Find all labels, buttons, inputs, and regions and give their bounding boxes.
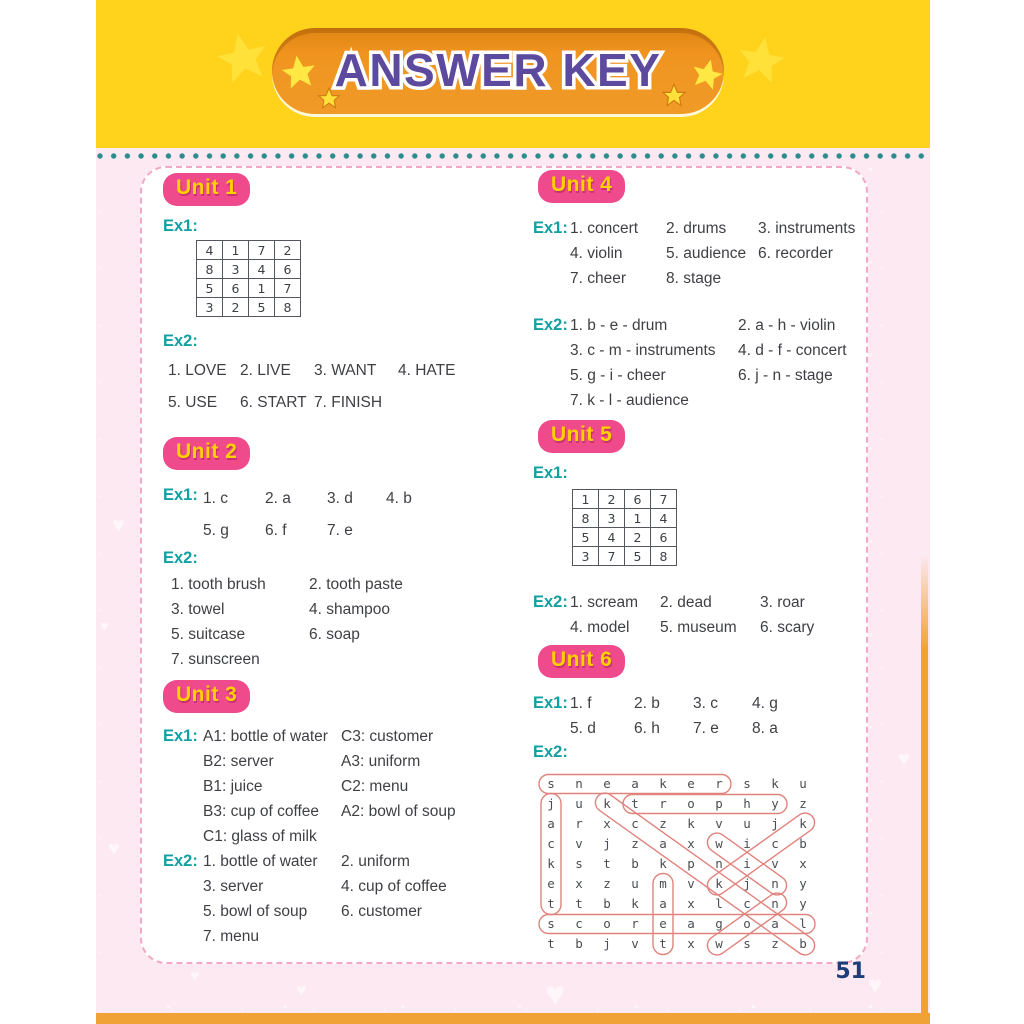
grid-cell: 7 <box>249 241 275 260</box>
word-search-letter: u <box>743 816 751 832</box>
word-search-letter: t <box>659 936 667 952</box>
word-search-letter: o <box>687 796 695 812</box>
grid-cell: 1 <box>249 279 275 298</box>
grid-cell: 8 <box>275 298 301 317</box>
heart-icon: ♥ <box>545 975 566 1013</box>
heart-icon: ♥ <box>100 618 109 635</box>
grid-cell: 2 <box>599 490 625 509</box>
unit-4-section <box>533 170 873 413</box>
grid-cell: 3 <box>197 298 223 317</box>
word-search-letter: t <box>547 936 555 952</box>
answer-item: 6. scary <box>760 619 815 636</box>
page-frame-bottom <box>96 1013 930 1024</box>
unit-6-section <box>533 645 873 965</box>
unit-3-ex2-answers <box>203 849 447 949</box>
answer-row <box>570 590 814 615</box>
grid-cell: 4 <box>249 260 275 279</box>
answer-item: 4. model <box>570 619 630 636</box>
grid-cell: 1 <box>223 241 249 260</box>
ex1-label: Ex1: <box>163 486 198 504</box>
word-search-letter: x <box>799 856 807 872</box>
grid-cell: 4 <box>197 241 223 260</box>
word-search-letter: p <box>687 856 695 872</box>
word-search-letter: v <box>575 836 583 852</box>
grid-row <box>573 528 677 547</box>
page-frame-right <box>921 555 928 1013</box>
word-search-letter: c <box>743 896 751 912</box>
grid-cell: 5 <box>249 298 275 317</box>
grid-cell: 2 <box>275 241 301 260</box>
word-search-letter: y <box>799 896 807 912</box>
answer-item: 3. d <box>327 490 353 507</box>
answer-item: 2. b <box>634 695 660 712</box>
word-search-letter: s <box>575 856 583 872</box>
page-number: 51 <box>835 959 866 984</box>
answer-row <box>570 313 847 338</box>
grid-cell: 6 <box>223 279 249 298</box>
answer-item: 5. museum <box>660 619 737 636</box>
unit-5-number-grid <box>572 489 677 566</box>
answer-row <box>570 338 847 363</box>
unit-3-section <box>163 680 513 949</box>
word-search-letter: c <box>575 916 583 932</box>
unit-4-ex1-answers <box>570 216 855 291</box>
unit-3-ex2 <box>163 849 513 949</box>
answer-row <box>203 824 456 849</box>
answer-row <box>570 615 814 640</box>
word-search-letter: u <box>575 796 583 812</box>
word-search-letter: j <box>547 796 555 812</box>
word-search-letter: l <box>715 896 723 912</box>
answer-item: 6. f <box>265 522 287 539</box>
unit-3-ex1 <box>163 724 513 849</box>
word-search-letter: k <box>631 896 639 912</box>
answer-item: 4. shampoo <box>309 601 390 618</box>
word-search-letter: n <box>771 896 779 912</box>
word-search-letter: a <box>771 916 779 932</box>
ex2-label: Ex2: <box>533 743 568 761</box>
grid-cell: 4 <box>599 528 625 547</box>
answer-row <box>570 691 778 716</box>
word-search-letter: k <box>715 876 723 892</box>
word-search-letter: y <box>799 876 807 892</box>
unit-1-number-grid <box>196 240 301 317</box>
word-search-letter: h <box>743 796 751 812</box>
word-search-letter: z <box>631 836 639 852</box>
grid-cell: 5 <box>625 547 651 566</box>
unit-2-ex1 <box>163 483 513 547</box>
answer-item: 1. bottle of water <box>203 853 318 870</box>
word-search-letter: t <box>547 896 555 912</box>
answer-row <box>570 716 778 741</box>
word-search-letter: a <box>659 896 667 912</box>
grid-cell: 5 <box>197 279 223 298</box>
answer-row <box>203 924 447 949</box>
answer-item: 2. a <box>265 490 291 507</box>
word-search-letter: j <box>771 816 779 832</box>
grid-cell: 8 <box>651 547 677 566</box>
answer-item: A2: bowl of soup <box>341 803 456 820</box>
unit-1-section <box>163 173 513 419</box>
grid-cell: 1 <box>625 509 651 528</box>
heart-icon: ♥ <box>108 838 120 860</box>
answer-item: 2. uniform <box>341 853 410 870</box>
word-search-letter: r <box>575 816 583 832</box>
word-search-letter: v <box>715 816 723 832</box>
star-icon <box>212 28 274 90</box>
word-search-letter: z <box>799 796 807 812</box>
page-title-text: ANSWER KEY <box>334 44 662 96</box>
answer-item: 6. soap <box>309 626 360 643</box>
answer-item: B3: cup of coffee <box>203 803 320 820</box>
word-search-letter: x <box>687 936 695 952</box>
answer-item: 7. FINISH <box>314 394 383 411</box>
grid-cell: 4 <box>651 509 677 528</box>
word-search-letter: r <box>715 776 723 792</box>
answer-item: 1. scream <box>570 594 639 611</box>
ex1-label: Ex1: <box>533 219 568 237</box>
unit-1-badge: Unit 1 <box>163 173 250 206</box>
answer-item: 6. customer <box>341 903 422 920</box>
answer-item: 4. HATE <box>398 362 456 379</box>
answer-item: 5. suitcase <box>171 626 246 643</box>
word-search-letter: j <box>743 876 751 892</box>
word-search-letter: a <box>659 836 667 852</box>
word-search-letter: a <box>687 916 695 932</box>
word-search-letter: c <box>547 836 555 852</box>
answer-item: 3. c - m - instruments <box>570 342 716 359</box>
unit-4-ex2-answers <box>570 313 847 413</box>
answer-item: B1: juice <box>203 778 263 795</box>
word-search-letter: b <box>603 896 611 912</box>
answer-item: 7. k - l - audience <box>570 392 689 409</box>
answer-item: 4. d - f - concert <box>738 342 847 359</box>
answer-item: 4. cup of coffee <box>341 878 447 895</box>
word-search-letter: z <box>659 816 667 832</box>
word-search-letter: b <box>799 836 807 852</box>
heart-icon: ♥ <box>296 980 307 1000</box>
answer-row <box>203 515 412 547</box>
word-search-letter: k <box>771 776 779 792</box>
word-search-letter: n <box>771 876 779 892</box>
answer-row <box>570 266 855 291</box>
heart-icon: ♥ <box>898 748 910 770</box>
word-search-letter: t <box>631 796 639 812</box>
grid-cell: 6 <box>275 260 301 279</box>
answer-row <box>570 388 847 413</box>
word-search-letter: v <box>687 876 695 892</box>
grid-cell: 3 <box>223 260 249 279</box>
answer-row <box>203 483 412 515</box>
unit-5-ex2-answers <box>570 590 814 640</box>
word-search-letter: t <box>603 856 611 872</box>
heart-icon: ♥ <box>868 972 883 999</box>
answer-row <box>570 363 847 388</box>
word-search-letter: b <box>799 936 807 952</box>
grid-cell: 7 <box>275 279 301 298</box>
answer-item: 7. sunscreen <box>171 651 260 668</box>
unit-4-ex1 <box>533 216 873 291</box>
answer-item: 3. towel <box>171 601 225 618</box>
answer-row <box>570 216 855 241</box>
answer-item: 7. menu <box>203 928 260 945</box>
word-search-letter: c <box>631 816 639 832</box>
answer-item: 1. c <box>203 490 228 507</box>
grid-row <box>573 509 677 528</box>
word-search-letter: k <box>659 776 667 792</box>
word-search-letter: v <box>771 856 779 872</box>
heart-icon: ♥ <box>190 968 200 985</box>
word-search-grid <box>535 768 827 960</box>
answer-item: 2. drums <box>666 220 727 237</box>
grid-row <box>197 241 301 260</box>
grid-row <box>197 298 301 317</box>
unit-6-badge: Unit 6 <box>538 645 625 678</box>
answer-item: 1. concert <box>570 220 639 237</box>
grid-cell: 3 <box>573 547 599 566</box>
answer-item: 5. d <box>570 720 596 737</box>
word-highlight-trophy <box>623 795 787 814</box>
word-search-letter: e <box>547 876 555 892</box>
answer-item: 7. cheer <box>570 270 627 287</box>
unit-2-section <box>163 437 513 672</box>
word-search-letter: a <box>631 776 639 792</box>
grid-cell: 3 <box>599 509 625 528</box>
word-search-letter: y <box>771 796 779 812</box>
word-search-letter: k <box>603 796 611 812</box>
answer-item: 2. tooth paste <box>309 576 403 593</box>
word-search-letter: s <box>743 936 751 952</box>
answer-row <box>203 799 456 824</box>
word-search-letter: o <box>603 916 611 932</box>
answer-item: 8. stage <box>666 270 722 287</box>
grid-cell: 6 <box>651 528 677 547</box>
word-search-letter: c <box>771 836 779 852</box>
word-search-letter: j <box>603 936 611 952</box>
word-search-letter: v <box>631 936 639 952</box>
ex2-label: Ex2: <box>163 852 198 870</box>
unit-5-ex2 <box>533 590 873 640</box>
ex2-label: Ex2: <box>163 549 198 567</box>
unit-5-badge: Unit 5 <box>538 420 625 453</box>
word-search-letter: r <box>631 916 639 932</box>
grid-cell: 2 <box>625 528 651 547</box>
heart-icon: ♥ <box>112 512 126 537</box>
word-search-letter: u <box>631 876 639 892</box>
answer-row <box>168 355 513 387</box>
answer-item: 1. f <box>570 695 592 712</box>
unit-6-ex1 <box>533 691 873 741</box>
answer-item: 3. WANT <box>314 362 377 379</box>
word-search-letter: x <box>687 836 695 852</box>
word-search-letter: e <box>659 916 667 932</box>
answer-item: 7. e <box>693 720 719 737</box>
grid-cell: 2 <box>223 298 249 317</box>
grid-cell: 7 <box>651 490 677 509</box>
word-search-letter: x <box>603 816 611 832</box>
answer-item: 5. audience <box>666 245 747 262</box>
answer-item: 3. instruments <box>758 220 856 237</box>
word-search-letter: e <box>603 776 611 792</box>
answer-item: C3: customer <box>341 728 434 745</box>
answer-row <box>203 749 456 774</box>
answer-row <box>171 622 513 647</box>
answer-item: 4. violin <box>570 245 623 262</box>
page-title <box>282 34 714 108</box>
answer-item: B2: server <box>203 753 274 770</box>
answer-item: A3: uniform <box>341 753 421 770</box>
grid-cell: 5 <box>573 528 599 547</box>
answer-row <box>171 647 513 672</box>
answer-item: 6. recorder <box>758 245 833 262</box>
answer-row <box>168 387 513 419</box>
word-search-letter: k <box>659 856 667 872</box>
answer-row <box>203 874 447 899</box>
answer-item: 1. LOVE <box>168 362 227 379</box>
answer-item: C1: glass of milk <box>203 828 317 845</box>
answer-row <box>570 241 855 266</box>
word-search-letter: e <box>687 776 695 792</box>
unit-4-ex2 <box>533 313 873 413</box>
answer-item: 7. e <box>327 522 353 539</box>
answer-item: 2. a - h - violin <box>738 317 836 334</box>
answer-item: C2: menu <box>341 778 409 795</box>
dotted-divider <box>96 152 930 160</box>
ex1-label: Ex1: <box>163 727 198 745</box>
word-search-letter: x <box>687 896 695 912</box>
grid-row <box>197 279 301 298</box>
word-search-letter: k <box>799 816 807 832</box>
ex1-label: Ex1: <box>533 464 568 482</box>
word-search-letter: l <box>799 916 807 932</box>
unit-2-ex2-answers <box>171 572 513 672</box>
answer-item: 1. tooth brush <box>171 576 266 593</box>
answer-item: A1: bottle of water <box>203 728 328 745</box>
answer-row <box>203 899 447 924</box>
ex1-label: Ex1: <box>533 694 568 712</box>
word-search-letter: k <box>687 816 695 832</box>
answer-row <box>171 597 513 622</box>
unit-5-section <box>533 420 873 640</box>
ex2-label: Ex2: <box>533 593 568 611</box>
answer-row <box>171 572 513 597</box>
word-search-letter: i <box>743 836 751 852</box>
word-search-letter: i <box>743 856 751 872</box>
word-search-letter: b <box>631 856 639 872</box>
answer-item: 3. server <box>203 878 264 895</box>
word-search-letter: r <box>659 796 667 812</box>
word-search-letter: w <box>715 936 723 952</box>
word-search-letter: b <box>575 936 583 952</box>
word-search-letter: n <box>715 856 723 872</box>
unit-2-ex1-answers <box>203 483 412 547</box>
word-search-letter: s <box>547 916 555 932</box>
star-icon <box>732 32 790 90</box>
answer-item: 8. a <box>752 720 778 737</box>
ex1-label: Ex1: <box>163 217 198 235</box>
word-search-letter: m <box>659 876 667 892</box>
unit-1-ex2-answers <box>168 355 513 419</box>
word-search-letter: s <box>743 776 751 792</box>
word-search-letter: p <box>715 796 723 812</box>
answer-item: 6. j - n - stage <box>738 367 833 384</box>
answer-item: 6. START <box>240 394 307 411</box>
answer-item: 6. h <box>634 720 660 737</box>
answer-item: 5. bowl of soup <box>203 903 308 920</box>
answer-row <box>203 849 447 874</box>
word-search-letter: k <box>547 856 555 872</box>
grid-row <box>573 547 677 566</box>
word-search-letter: a <box>547 816 555 832</box>
word-search-letter: x <box>575 876 583 892</box>
answer-item: 5. USE <box>168 394 218 411</box>
answer-item: 1. b - e - drum <box>570 317 668 334</box>
answer-item: 2. LIVE <box>240 362 291 379</box>
unit-3-ex1-answers <box>203 724 456 849</box>
grid-row <box>573 490 677 509</box>
word-search-letter: g <box>715 916 723 932</box>
word-search-letter: w <box>715 836 723 852</box>
answer-item: 3. roar <box>760 594 805 611</box>
word-search-letter: t <box>575 896 583 912</box>
word-search-letter: z <box>603 876 611 892</box>
unit-4-badge: Unit 4 <box>538 170 625 203</box>
grid-row <box>197 260 301 279</box>
grid-cell: 8 <box>197 260 223 279</box>
answer-item: 4. b <box>386 490 412 507</box>
word-search-letter: o <box>743 916 751 932</box>
grid-cell: 7 <box>599 547 625 566</box>
ex2-label: Ex2: <box>163 332 198 350</box>
answer-item: 2. dead <box>660 594 712 611</box>
grid-cell: 1 <box>573 490 599 509</box>
answer-item: 5. g <box>203 522 229 539</box>
answer-item: 3. c <box>693 695 718 712</box>
unit-2-badge: Unit 2 <box>163 437 250 470</box>
grid-cell: 6 <box>625 490 651 509</box>
grid-cell: 8 <box>573 509 599 528</box>
word-search-letter: n <box>575 776 583 792</box>
word-search-letter: j <box>603 836 611 852</box>
ex2-label: Ex2: <box>533 316 568 334</box>
answer-row <box>203 774 456 799</box>
answer-item: 4. g <box>752 695 778 712</box>
answer-row <box>203 724 456 749</box>
word-search-letter: u <box>799 776 807 792</box>
unit-3-badge: Unit 3 <box>163 680 250 713</box>
word-search-letter: s <box>547 776 555 792</box>
unit-6-ex1-answers <box>570 691 778 741</box>
answer-item: 5. g - i - cheer <box>570 367 666 384</box>
word-search-letter: z <box>771 936 779 952</box>
